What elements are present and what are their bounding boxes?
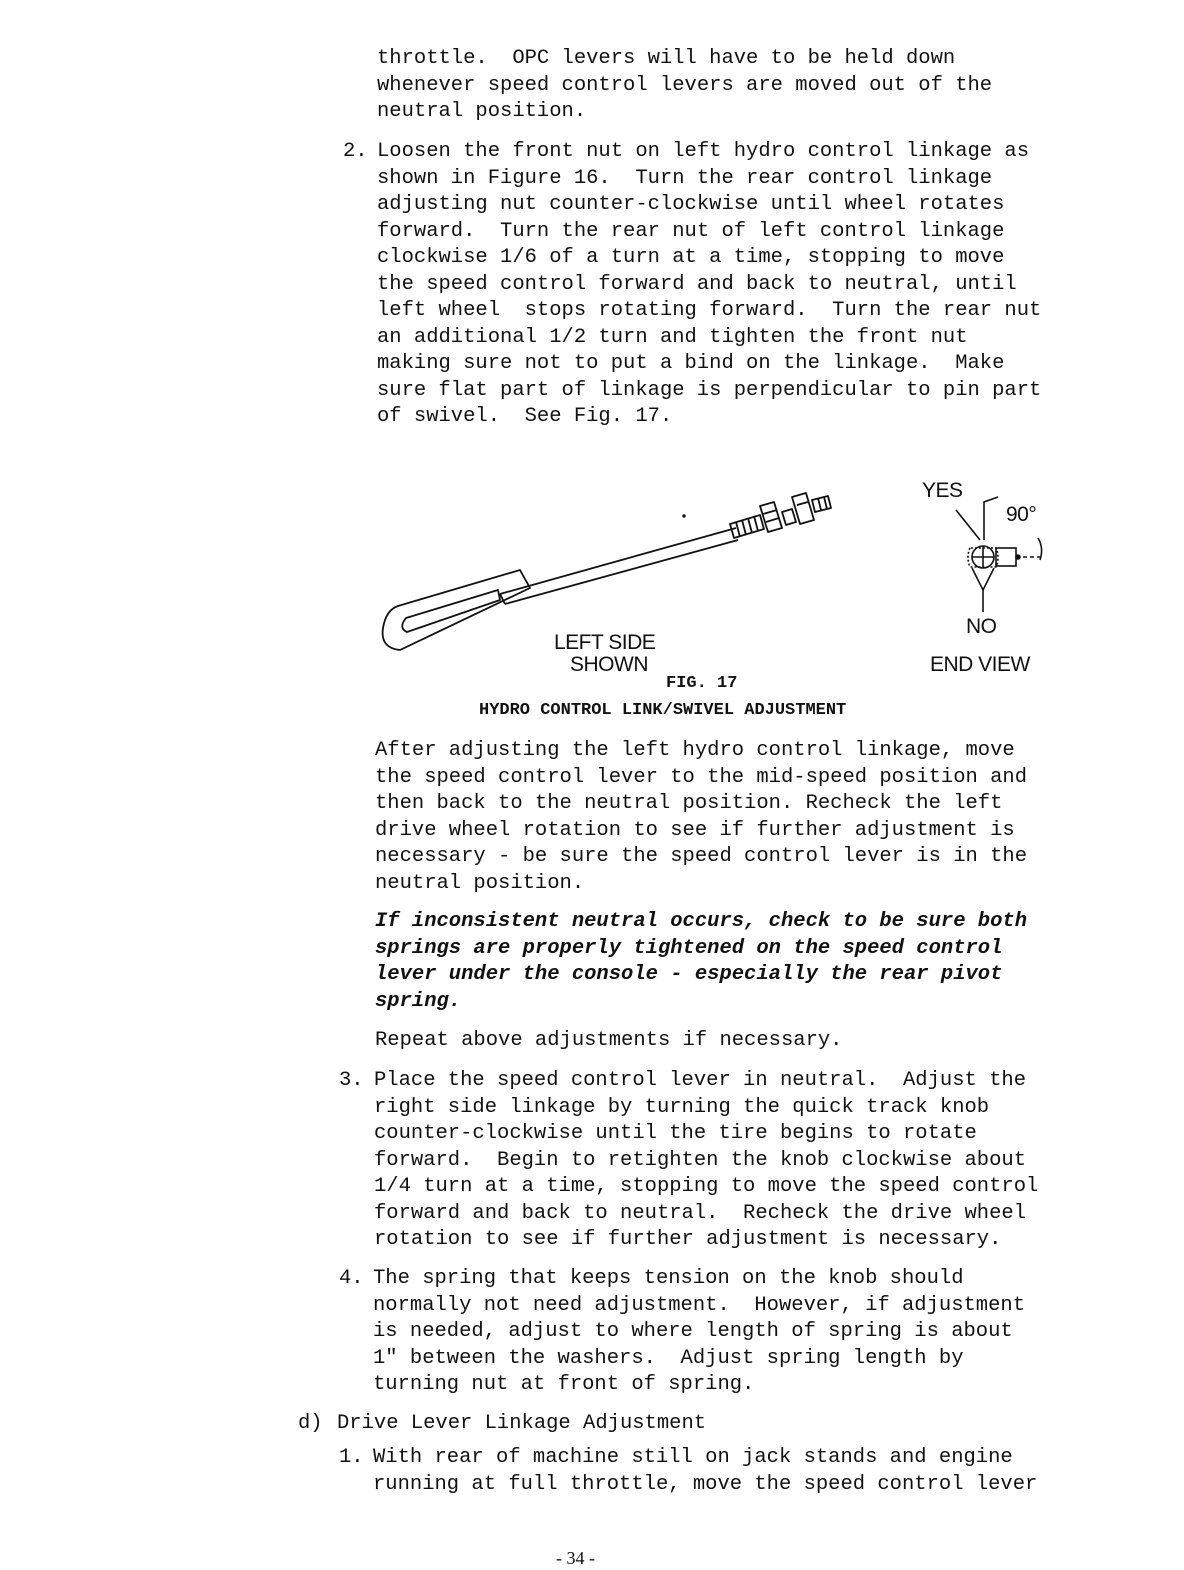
label-left-side: LEFT SIDE xyxy=(554,631,656,654)
step-2-number: 2. xyxy=(343,140,368,163)
text-line: After adjusting the left hydro control linkage, move xyxy=(375,739,1015,762)
page-number: - 34 - xyxy=(556,1548,595,1568)
text-line: neutral position. xyxy=(377,100,587,123)
text-line: drive wheel rotation to see if further adjustment is xyxy=(375,818,1015,842)
step-4-number: 4. xyxy=(339,1267,364,1290)
text-line: an additional 1/2 turn and tighten the front nut xyxy=(377,325,968,349)
text-line: the speed control forward and back to neutral, until xyxy=(377,272,1017,296)
text-line: springs are properly tightened on the speed control xyxy=(375,936,1003,960)
end-view-drawing xyxy=(0,0,1184,700)
step-3-paragraph xyxy=(374,1068,1038,1254)
text-line: If inconsistent neutral occurs, check to be sure both xyxy=(375,910,1028,933)
text-line: sure flat part of linkage is perpendicular to pin part xyxy=(377,378,1042,402)
text-line: Loosen the front nut on left hydro control linkage as xyxy=(377,140,1030,163)
text-line: neutral position. xyxy=(375,871,585,895)
text-line: Place the speed control lever in neutral. Adjust the xyxy=(374,1069,1027,1092)
step-3-number: 3. xyxy=(339,1069,364,1092)
text-line: counter-clockwise until the tire begins to rotate xyxy=(374,1122,977,1145)
after-adjust-paragraph xyxy=(375,738,1027,897)
text-line: is needed, adjust to where length of spring is about xyxy=(373,1320,1013,1343)
text-line: right side linkage by turning the quick track knob xyxy=(374,1095,990,1119)
label-end-view: END VIEW xyxy=(930,653,1030,676)
label-90-degrees: 90° xyxy=(1006,503,1037,526)
text-line: making sure not to put a bind on the linkage. Make xyxy=(377,352,1005,375)
text-line: of swivel. See Fig. 17. xyxy=(377,405,673,428)
text-line: spring. xyxy=(375,989,462,1013)
text-line: running at full throttle, move the speed control lever xyxy=(373,1472,1038,1496)
text-line: shown in Figure 16. Turn the rear control linkage xyxy=(377,166,993,190)
text-line: 1/4 turn at a time, stopping to move the speed control xyxy=(374,1175,1039,1198)
text-line: With rear of machine still on jack stands and engine xyxy=(373,1446,1013,1469)
text-line: The spring that keeps tension on the knob should xyxy=(373,1267,964,1290)
step-4-paragraph xyxy=(373,1266,1025,1399)
figure-title: HYDRO CONTROL LINK/SWIVEL ADJUSTMENT xyxy=(479,701,847,720)
text-line: Repeat above adjustments if necessary. xyxy=(375,1029,843,1052)
section-d-letter: d) xyxy=(298,1412,323,1435)
text-line: 1" between the washers. Adjust spring length by xyxy=(373,1346,964,1370)
text-line: the speed control lever to the mid-speed position and xyxy=(375,765,1028,789)
text-line: lever under the console - especially the rear pivot xyxy=(375,963,1003,986)
text-line: forward and back to neutral. Recheck the drive wheel xyxy=(374,1201,1027,1225)
repeat-paragraph xyxy=(375,1028,842,1055)
text-line: adjusting nut counter-clockwise until wheel rotates xyxy=(377,193,1005,216)
step-d1-number: 1. xyxy=(339,1446,364,1469)
text-line: then back to the neutral position. Recheck the left xyxy=(375,792,1003,815)
neutral-note xyxy=(375,909,1027,1015)
section-d-title: Drive Lever Linkage Adjustment xyxy=(337,1412,707,1435)
text-line: necessary - be sure the speed control lever is in the xyxy=(375,845,1028,868)
text-line: turning nut at front of spring. xyxy=(373,1373,755,1396)
text-line: rotation to see if further adjustment is necessary. xyxy=(374,1228,1002,1251)
step-d1-paragraph xyxy=(373,1445,1037,1498)
text-line: clockwise 1/6 of a turn at a time, stopping to move xyxy=(377,246,1005,269)
figure-number: FIG. 17 xyxy=(666,674,738,693)
label-shown: SHOWN xyxy=(570,653,648,676)
text-line: forward. Begin to retighten the knob clockwise about xyxy=(374,1148,1027,1172)
text-line: left wheel stops rotating forward. Turn the rear nut xyxy=(377,299,1042,322)
text-line: whenever speed control levers are moved out of the xyxy=(377,73,993,97)
text-line: forward. Turn the rear nut of left control linkage xyxy=(377,219,1005,243)
text-line: normally not need adjustment. However, if adjustment xyxy=(373,1293,1026,1317)
label-no: NO xyxy=(966,615,997,638)
label-yes: YES xyxy=(922,479,963,502)
text-line: throttle. OPC levers will have to be held down xyxy=(377,47,956,70)
